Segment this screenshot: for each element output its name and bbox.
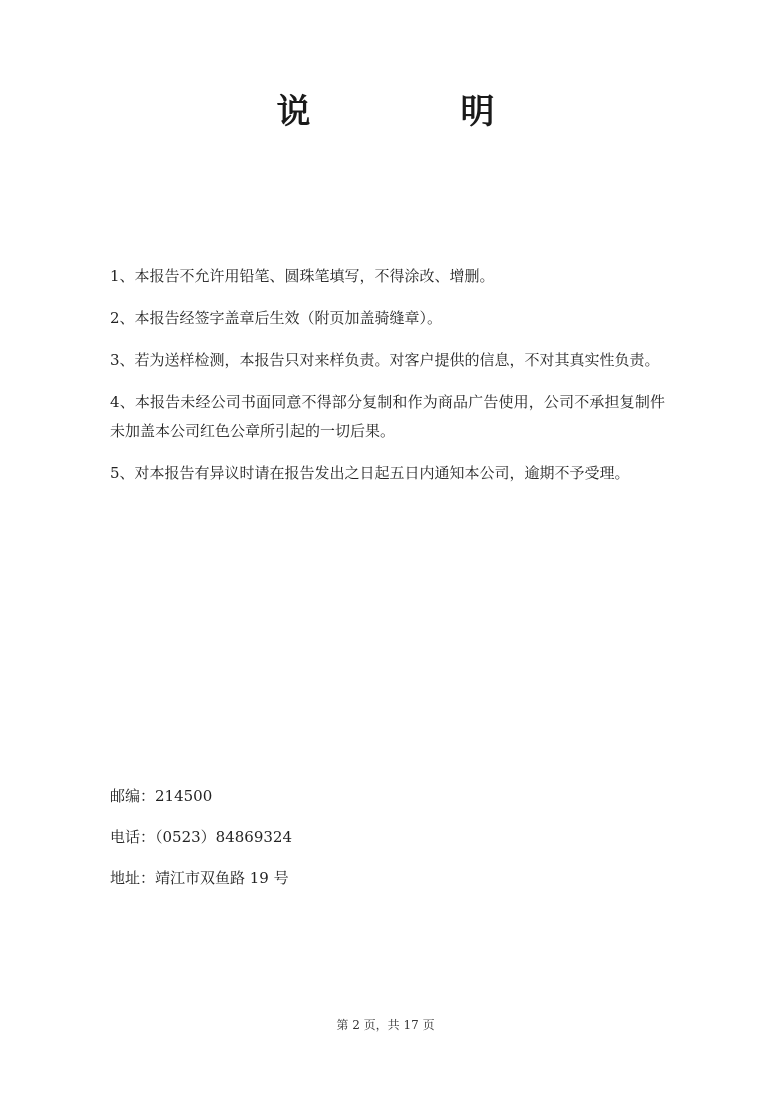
note-item: 4、本报告未经公司书面同意不得部分复制和作为商品广告使用，公司不承担复制件未加盖本公司红色公章所引起的一切后果。 — [110, 393, 665, 440]
note-item: 2、本报告经签字盖章后生效（附页加盖骑缝章）。 — [110, 309, 443, 327]
notes-list — [110, 262, 665, 501]
postcode-line: 邮编：214500 — [110, 787, 213, 805]
note-item: 5、对本报告有异议时请在报告发出之日起五日内通知本公司，逾期不予受理。 — [110, 464, 630, 482]
phone-line: 电话：（0523）84869324 — [110, 828, 293, 846]
note-item: 3、若为送样检测，本报告只对来样负责。对客户提供的信息，不对其真实性负责。 — [110, 351, 660, 369]
note-item: 1、本报告不允许用铅笔、圆珠笔填写，不得涂改、增删。 — [110, 267, 495, 285]
contact-info — [110, 784, 670, 907]
page-number: 第 2 页，共 17 页 — [336, 1018, 435, 1032]
title-char-2: 明 — [460, 92, 495, 132]
address-line: 地址：靖江市双鱼路 19 号 — [110, 869, 289, 887]
title-char-1: 说 — [276, 92, 311, 132]
page-title — [0, 84, 771, 133]
